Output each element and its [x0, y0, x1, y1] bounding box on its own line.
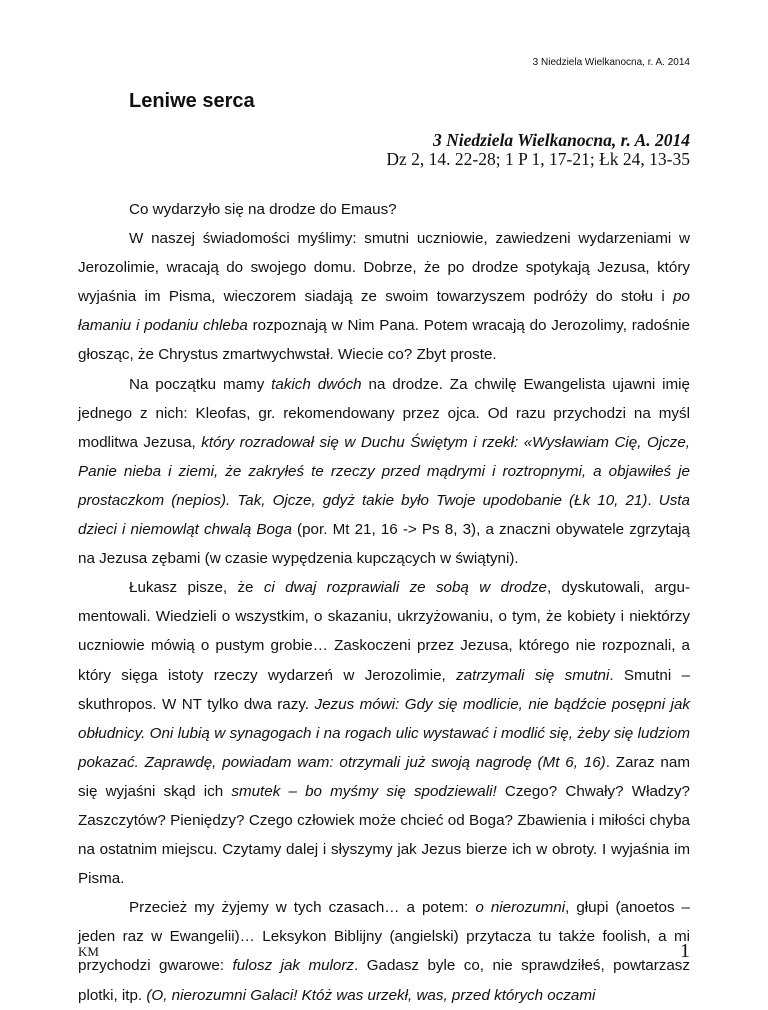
paragraph-3: Na początku mamy takich dwóch na drodze. Za chwilę Ewangelista ujawni imię jednego z nich: Kleofas, gr. rekomendowany przez ojca. Od razu przychodzi na myśl modlitwa Jezusa, który rozradował się w Duchu Świętym i rzekł: «Wysławiam Cię, Ojcze, Panie nieba i ziemi, że zakryłeś te rzeczy przed mądrymi i roztropnymi, a objawiłeś je prostaczkom (nepios). Tak, Ojcze, gdyż takie było Twoje upodobanie (Łk 10, 21). Usta dzieci i niemowląt chwalą Boga (por. Mt 21, 16 -> Ps 8, 3), a znaczni obywatele zgrzytają na Jezusa zębami (w czasie wypędzenia kupczących w świątyni).: [78, 375, 690, 568]
author-initials: KM: [78, 944, 99, 959]
running-header: 3 Niedziela Wielkanocna, r. A. 2014: [532, 57, 690, 68]
paragraph-5: Przecież my żyjemy w tych czasach… a potem: o nierozumni, głupi (anoetos – jeden raz w Ewangelii)… Leksykon Biblijny (angielski) przytacza tu także foolish, a mi przychodzi gwarowe: fulosz jak mulorz. Gadasz byle co, nie sprawdziłeś, powtarzasz plotki, itp. (O, nierozumni Galaci! Któż was urzekł, was, przed których oczami: [78, 899, 690, 1004]
paragraph-4: Łukasz pisze, że ci dwaj rozprawiali ze sobą w drodze, dyskutowali, argumentowali. Wiedzieli o wszystkim, o skazaniu, ukrzyżowaniu, o tym, że kobiety i niektórzy uczniowie mówią o pustym grobie… Zaskoczeni przez Jezusa, którego nie rozpoznali, a który sięga istoty rzeczy wydarzeń w Jerozolimie, zatrzymali się smutni. Smutni – skuthropos. W NT tylko dwa razy. Jezus mówi: Gdy się modlicie, nie bądźcie posępni jak obłudnicy. Oni lubią w synagogach i na rogach ulic wystawać i modlić się, żeby się ludziom pokazać. Zaprawdę, powiadam wam: otrzymali już swoją nagrodę (Mt 6, 16). Zaraz nam się wyjaśni skąd ich smutek – bo myśmy się spodziewali! Czego? Chwały? Władzy? Zaszczytów? Pieniędzy? Czego człowiek może chcieć od Boga? Zbawienia i miłości chyba na ostatnim miejscu. Czytamy dalej i słyszymy jak Jezus bierze ich w obroty. I wyjaśnia im Pisma.: [78, 579, 691, 888]
page-number: 1: [680, 940, 690, 962]
paragraph-1: Co wydarzyło się na drodze do Emaus?: [129, 201, 397, 218]
scripture-readings: Dz 2, 14. 22-28; 1 P 1, 17-21; Łk 24, 13-35: [386, 149, 690, 169]
body-text: [78, 195, 690, 1010]
paragraph-2: W naszej świadomości myślimy: smutni uczniowie, zawiedzeni wydarzeniami w Jerozolimie, wracają do swojego domu. Dobrze, że po drodze spotykają Jezusa, który wyjaśnia im Pisma, wieczorem siadają ze swoim towarzyszem podróży do stołu i po łamaniu i podaniu chleba rozpoznają w Nim Pana. Potem wracają do Jerozolimy, radośnie głosząc, że Chrystus zmartwychwstał. Wiecie co? Zbyt proste.: [78, 230, 690, 364]
document-subtitle: 3 Niedziela Wielkanocna, r. A. 2014: [432, 130, 690, 150]
document-title: Leniwe serca: [129, 90, 255, 112]
